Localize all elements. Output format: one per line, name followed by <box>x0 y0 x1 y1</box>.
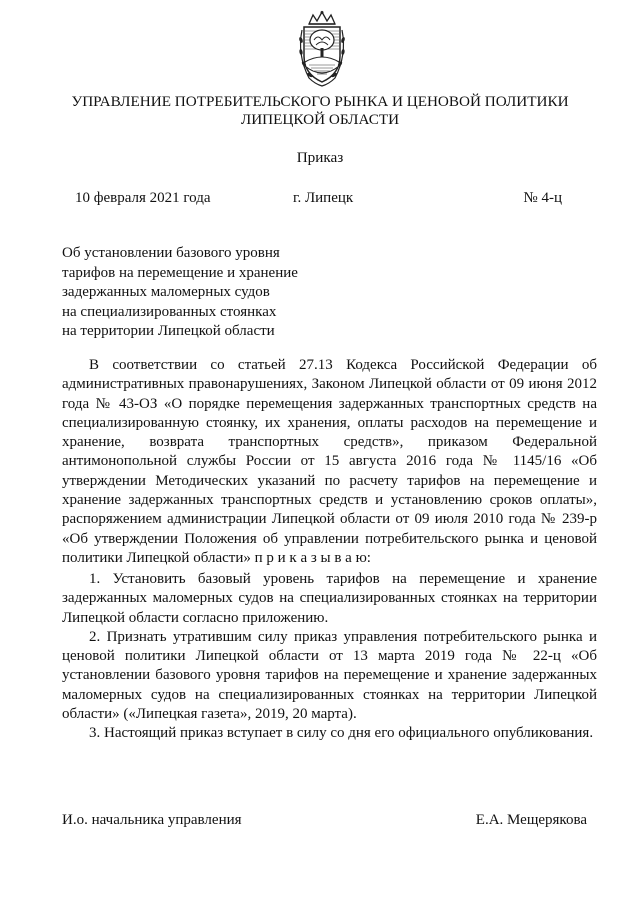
order-city: г. Липецк <box>293 190 354 206</box>
preamble-paragraph: В соответствии со статьей 27.13 Кодекса Российской Федерации об административных правонарушениях, Законом Липецкой области от 09 июня 2012 года № 43-ОЗ «О порядке перемещения задержанных транспортных средств на специализированную стоянку, их хранения, оплаты расходов на перемещение и хранение, возврата транспортных средств», приказом Федеральной антимонопольной службы России от 15 августа 2016 года № 1145/16 «Об утверждении Методических указаний по расчету тарифов на перемещение и хранение задержанных транспортных средств и установлению сроков оплаты», распоряжением администрации Липецкой области от 09 июля 2010 года № 239-р «Об утверждении Положения об управлении потребительского рынка и ценовой политики Липецкой области» п р и к а з ы в а ю: <box>62 357 597 566</box>
subject-line: на специализированных стоянках <box>62 303 277 320</box>
order-item-3: 3. Настоящий приказ вступает в силу со дня его официального опубликования. <box>89 725 594 742</box>
lipetsk-coat-of-arms-icon <box>295 10 349 88</box>
subject-line: Об установлении базового уровня <box>62 245 280 261</box>
order-items <box>62 570 597 744</box>
document-type: Приказ <box>296 149 344 166</box>
order-subject <box>62 244 342 342</box>
signatory-title: И.о. начальника управления <box>62 812 242 828</box>
signatory-name: Е.А. Мещерякова <box>475 812 587 828</box>
order-item-1: 1. Установить базовый уровень тарифов на перемещение и хранение задержанных маломерных судов на специализированных стоянках на территории Липецкой области согласно приложению. <box>62 571 597 626</box>
order-date: 10 февраля 2021 года <box>75 190 211 206</box>
agency-name-line2: ЛИПЕЦКОЙ ОБЛАСТИ <box>240 111 400 128</box>
preamble-section <box>62 356 597 568</box>
order-number: № 4-ц <box>523 190 562 206</box>
order-item-2: 2. Признать утратившим силу приказ управления потребительского рынка и ценовой политики Липецкой области от 13 марта 2019 года № 22-ц «Об установлении базового уровня тарифов на перемещение и хранение задержанных маломерных судов на специализированных стоянках на территории Липецкой области» («Липецкая газета», 2019, 20 марта). <box>62 628 597 723</box>
agency-name <box>40 93 600 129</box>
subject-line: задержанных маломерных судов <box>62 284 270 300</box>
agency-name-line1: УПРАВЛЕНИЕ ПОТРЕБИТЕЛЬСКОГО РЫНКА И ЦЕНОВОЙ ПОЛИТИКИ <box>71 93 569 110</box>
subject-line: на территории Липецкой области <box>62 323 275 339</box>
subject-line: тарифов на перемещение и хранение <box>62 264 298 281</box>
